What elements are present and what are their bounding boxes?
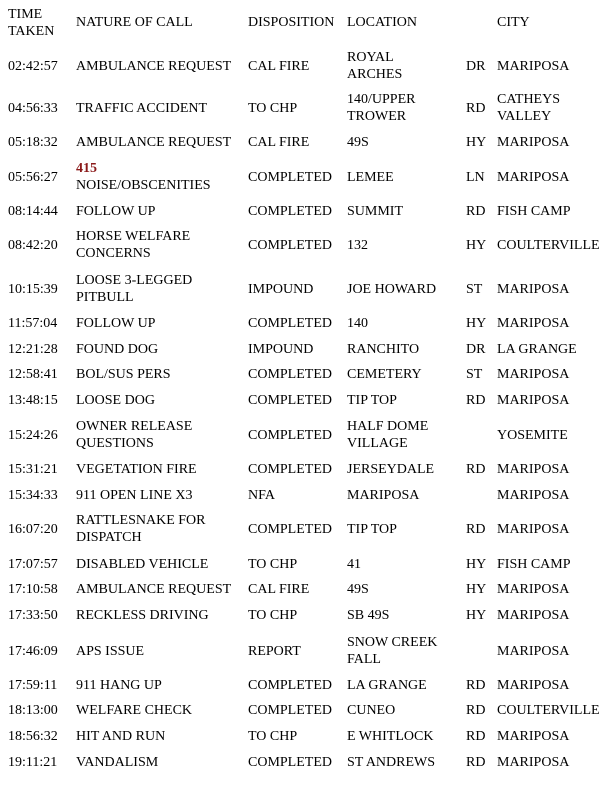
disposition: COMPLETED [248, 169, 332, 185]
city-line: MARIPOSA [497, 521, 570, 537]
location-line: 140 [347, 315, 368, 331]
location-line: FALL [347, 652, 381, 667]
city-line: MARIPOSA [497, 487, 570, 503]
street-suffix: HY [466, 315, 487, 331]
street-suffix: RD [466, 461, 486, 477]
location [347, 237, 368, 254]
header-time-line2: TAKEN [8, 24, 55, 39]
call-time: 08:42:20 [8, 237, 58, 253]
nature-of-call [76, 728, 165, 745]
nature-line: VANDALISM [76, 754, 159, 770]
disposition: IMPOUND [248, 281, 314, 297]
disposition: CAL FIRE [248, 134, 310, 150]
table-row [0, 315, 614, 332]
nature-line: AMBULANCE REQUEST [76, 134, 232, 150]
city-line: MARIPOSA [497, 392, 570, 408]
header-nature: NATURE OF CALL [76, 15, 193, 30]
location [347, 677, 427, 694]
location [347, 521, 397, 538]
street-suffix: HY [466, 556, 487, 572]
disposition: COMPLETED [248, 392, 332, 408]
location-line: 41 [347, 556, 361, 572]
nature-of-call [76, 392, 155, 409]
nature-of-call [76, 418, 192, 452]
header-disposition: DISPOSITION [248, 15, 335, 30]
nature-of-call [76, 643, 144, 660]
city-line: MARIPOSA [497, 281, 570, 297]
nature-line: WELFARE CHECK [76, 702, 193, 718]
nature-of-call [76, 160, 211, 194]
location [347, 366, 422, 383]
disposition: COMPLETED [248, 754, 332, 770]
nature-of-call [76, 366, 171, 383]
table-row [0, 512, 614, 546]
call-time: 02:42:57 [8, 58, 58, 74]
street-suffix: DR [466, 341, 486, 357]
location [347, 634, 437, 668]
nature-line: OWNER RELEASE [76, 419, 193, 434]
nature-line: APS ISSUE [76, 643, 145, 659]
table-row [0, 607, 614, 624]
nature-of-call [76, 341, 158, 358]
location [347, 341, 419, 358]
location-line: E WHITLOCK [347, 728, 434, 744]
location [347, 487, 419, 504]
call-time: 18:56:32 [8, 728, 58, 744]
city [497, 366, 569, 383]
disposition: CAL FIRE [248, 58, 310, 74]
location [347, 49, 402, 83]
location-line: LA GRANGE [347, 677, 427, 693]
city [497, 702, 600, 719]
disposition: COMPLETED [248, 366, 332, 382]
disposition: TO CHP [248, 556, 298, 572]
disposition: COMPLETED [248, 203, 332, 219]
nature-line: TRAFFIC ACCIDENT [76, 100, 208, 116]
city [497, 169, 569, 186]
city-line: MARIPOSA [497, 581, 570, 597]
call-time: 17:33:50 [8, 607, 58, 623]
city-line: MARIPOSA [497, 728, 570, 744]
call-time: 17:07:57 [8, 556, 58, 572]
city-line: MARIPOSA [497, 607, 570, 623]
call-time: 11:57:04 [8, 315, 58, 331]
location [347, 461, 434, 478]
disposition: IMPOUND [248, 341, 314, 357]
table-row [0, 272, 614, 306]
city-line: MARIPOSA [497, 461, 570, 477]
city [497, 643, 569, 660]
nature-line: DISABLED VEHICLE [76, 556, 209, 572]
location-line: TIP TOP [347, 392, 397, 408]
call-time: 15:34:33 [8, 487, 58, 503]
disposition: REPORT [248, 643, 301, 659]
header-time [8, 6, 54, 40]
call-time: 08:14:44 [8, 203, 58, 219]
table-row [0, 418, 614, 452]
nature-line: QUESTIONS [76, 436, 154, 451]
call-time: 17:10:58 [8, 581, 58, 597]
city-line: MARIPOSA [497, 754, 570, 770]
table-row [0, 556, 614, 573]
street-suffix: LN [466, 169, 485, 185]
call-time: 15:24:26 [8, 427, 58, 443]
city [497, 581, 569, 598]
nature-line: PITBULL [76, 290, 134, 305]
city [497, 281, 569, 298]
nature-of-call [76, 134, 231, 151]
disposition: COMPLETED [248, 427, 332, 443]
city-line: YOSEMITE [497, 427, 568, 443]
call-time: 16:07:20 [8, 521, 58, 537]
location [347, 702, 395, 719]
street-suffix: HY [466, 237, 487, 253]
location [347, 281, 436, 298]
city-line: MARIPOSA [497, 169, 570, 185]
city-line: FISH CAMP [497, 203, 571, 219]
call-time: 13:48:15 [8, 392, 58, 408]
disposition: CAL FIRE [248, 581, 310, 597]
location-line: 132 [347, 237, 368, 253]
call-time: 15:31:21 [8, 461, 58, 477]
header-time-line1: TIME [8, 7, 43, 22]
location [347, 418, 428, 452]
nature-line: VEGETATION FIRE [76, 461, 197, 477]
location-line: ROYAL [347, 50, 394, 65]
disposition: COMPLETED [248, 521, 332, 537]
nature-of-call [76, 228, 190, 262]
street-suffix: RD [466, 100, 486, 116]
table-row [0, 49, 614, 83]
table-row [0, 702, 614, 719]
city [497, 427, 568, 444]
location-line: 49S [347, 134, 369, 150]
street-suffix: ST [466, 281, 483, 297]
call-time: 12:58:41 [8, 366, 58, 382]
city [497, 754, 569, 771]
nature-of-call [76, 556, 208, 573]
street-suffix: HY [466, 607, 487, 623]
table-row [0, 91, 614, 125]
nature-line: FOLLOW UP [76, 315, 156, 331]
nature-of-call [76, 203, 155, 220]
location-line: ARCHES [347, 67, 403, 82]
street-suffix: HY [466, 134, 487, 150]
location-line: JERSEYDALE [347, 461, 435, 477]
city [497, 341, 577, 358]
nature-line: RECKLESS DRIVING [76, 607, 209, 623]
location [347, 134, 369, 151]
city-line: CATHEYS [497, 92, 561, 107]
header-location: LOCATION [347, 15, 417, 30]
nature-line: AMBULANCE REQUEST [76, 581, 232, 597]
location-line: RANCHITO [347, 341, 420, 357]
table-row [0, 754, 614, 771]
nature-line: RATTLESNAKE FOR [76, 513, 206, 528]
city [497, 91, 560, 125]
location [347, 315, 368, 332]
city-line: MARIPOSA [497, 366, 570, 382]
location-line: LEMEE [347, 169, 394, 185]
location [347, 169, 394, 186]
location-line: JOE HOWARD [347, 281, 437, 297]
city-line: COULTERVILLE [497, 237, 600, 253]
street-suffix: RD [466, 754, 486, 770]
city-line: MARIPOSA [497, 134, 570, 150]
nature-line: HIT AND RUN [76, 728, 166, 744]
nature-of-call [76, 315, 155, 332]
table-row [0, 581, 614, 598]
nature-of-call [76, 581, 231, 598]
street-suffix: ST [466, 366, 483, 382]
table-row [0, 634, 614, 668]
table-row [0, 134, 614, 151]
disposition: NFA [248, 487, 275, 503]
city-line: LA GRANGE [497, 341, 577, 357]
location [347, 392, 397, 409]
street-suffix: RD [466, 702, 486, 718]
call-time: 05:56:27 [8, 169, 58, 185]
disposition: COMPLETED [248, 702, 332, 718]
disposition: TO CHP [248, 728, 298, 744]
table-row [0, 366, 614, 383]
street-suffix: RD [466, 728, 486, 744]
table-row [0, 228, 614, 262]
disposition: COMPLETED [248, 461, 332, 477]
disposition: TO CHP [248, 100, 298, 116]
nature-line: LOOSE 3-LEGGED [76, 273, 193, 288]
table-row [0, 677, 614, 694]
nature-of-call [76, 702, 192, 719]
city-line: VALLEY [497, 109, 552, 124]
call-time: 12:21:28 [8, 341, 58, 357]
street-suffix: HY [466, 581, 487, 597]
nature-line: 911 HANG UP [76, 677, 162, 693]
nature-line: FOUND DOG [76, 341, 159, 357]
location [347, 754, 435, 771]
nature-of-call [76, 58, 231, 75]
street-suffix: RD [466, 521, 486, 537]
location [347, 91, 415, 125]
table-row [0, 461, 614, 478]
city [497, 461, 569, 478]
nature-line: DISPATCH [76, 530, 142, 545]
disposition: COMPLETED [248, 315, 332, 331]
location [347, 581, 369, 598]
nature-line: BOL/SUS PERS [76, 366, 171, 382]
call-time: 05:18:32 [8, 134, 58, 150]
table-row [0, 341, 614, 358]
location-line: SUMMIT [347, 203, 404, 219]
location-line: ST ANDREWS [347, 754, 436, 770]
location-line: VILLAGE [347, 436, 408, 451]
disposition: TO CHP [248, 607, 298, 623]
table-row [0, 487, 614, 504]
street-suffix: RD [466, 392, 486, 408]
nature-of-call [76, 677, 162, 694]
nature-line: AMBULANCE REQUEST [76, 58, 232, 74]
call-code: 415 [76, 161, 97, 176]
street-suffix: DR [466, 58, 486, 74]
city-line: MARIPOSA [497, 58, 570, 74]
call-time: 17:46:09 [8, 643, 58, 659]
call-time: 18:13:00 [8, 702, 58, 718]
city [497, 392, 569, 409]
header-city: CITY [497, 15, 530, 30]
nature-line: 911 OPEN LINE X3 [76, 487, 193, 503]
location-line: TROWER [347, 109, 407, 124]
city [497, 237, 600, 254]
location [347, 203, 403, 220]
nature-of-call [76, 487, 193, 504]
nature-line: FOLLOW UP [76, 203, 156, 219]
nature-of-call [76, 272, 192, 306]
disposition: COMPLETED [248, 677, 332, 693]
city [497, 728, 569, 745]
city-line: FISH CAMP [497, 556, 571, 572]
nature-of-call [76, 607, 209, 624]
location-line: CEMETERY [347, 366, 422, 382]
location [347, 556, 361, 573]
location-line: 140/UPPER [347, 92, 416, 107]
street-suffix: RD [466, 203, 486, 219]
call-time: 17:59:11 [8, 677, 58, 693]
table-row [0, 728, 614, 745]
location [347, 607, 389, 624]
location-line: SNOW CREEK [347, 635, 438, 650]
city [497, 607, 569, 624]
city [497, 315, 569, 332]
table-row [0, 392, 614, 409]
location-line: SB 49S [347, 607, 390, 623]
nature-line: NOISE/OBSCENITIES [76, 178, 211, 193]
nature-of-call [76, 512, 206, 546]
disposition: COMPLETED [248, 237, 332, 253]
table-row [0, 203, 614, 220]
city-line: COULTERVILLE [497, 702, 600, 718]
location [347, 728, 433, 745]
location-line: CUNEO [347, 702, 396, 718]
city-line: MARIPOSA [497, 315, 570, 331]
nature-of-call [76, 100, 207, 117]
city [497, 203, 571, 220]
nature-line: CONCERNS [76, 246, 151, 261]
city-line: MARIPOSA [497, 677, 570, 693]
table-row [0, 160, 614, 194]
city [497, 134, 569, 151]
city [497, 521, 569, 538]
nature-of-call [76, 754, 158, 771]
location-line: MARIPOSA [347, 487, 420, 503]
location-line: HALF DOME [347, 419, 429, 434]
location-line: 49S [347, 581, 369, 597]
call-time: 10:15:39 [8, 281, 58, 297]
call-time: 04:56:33 [8, 100, 58, 116]
street-suffix: RD [466, 677, 486, 693]
city [497, 677, 569, 694]
city [497, 58, 569, 75]
nature-of-call [76, 461, 197, 478]
city [497, 487, 569, 504]
nature-line: HORSE WELFARE [76, 229, 191, 244]
city-line: MARIPOSA [497, 643, 570, 659]
city [497, 556, 571, 573]
nature-line: LOOSE DOG [76, 392, 155, 408]
call-time: 19:11:21 [8, 754, 58, 770]
location-line: TIP TOP [347, 521, 397, 537]
